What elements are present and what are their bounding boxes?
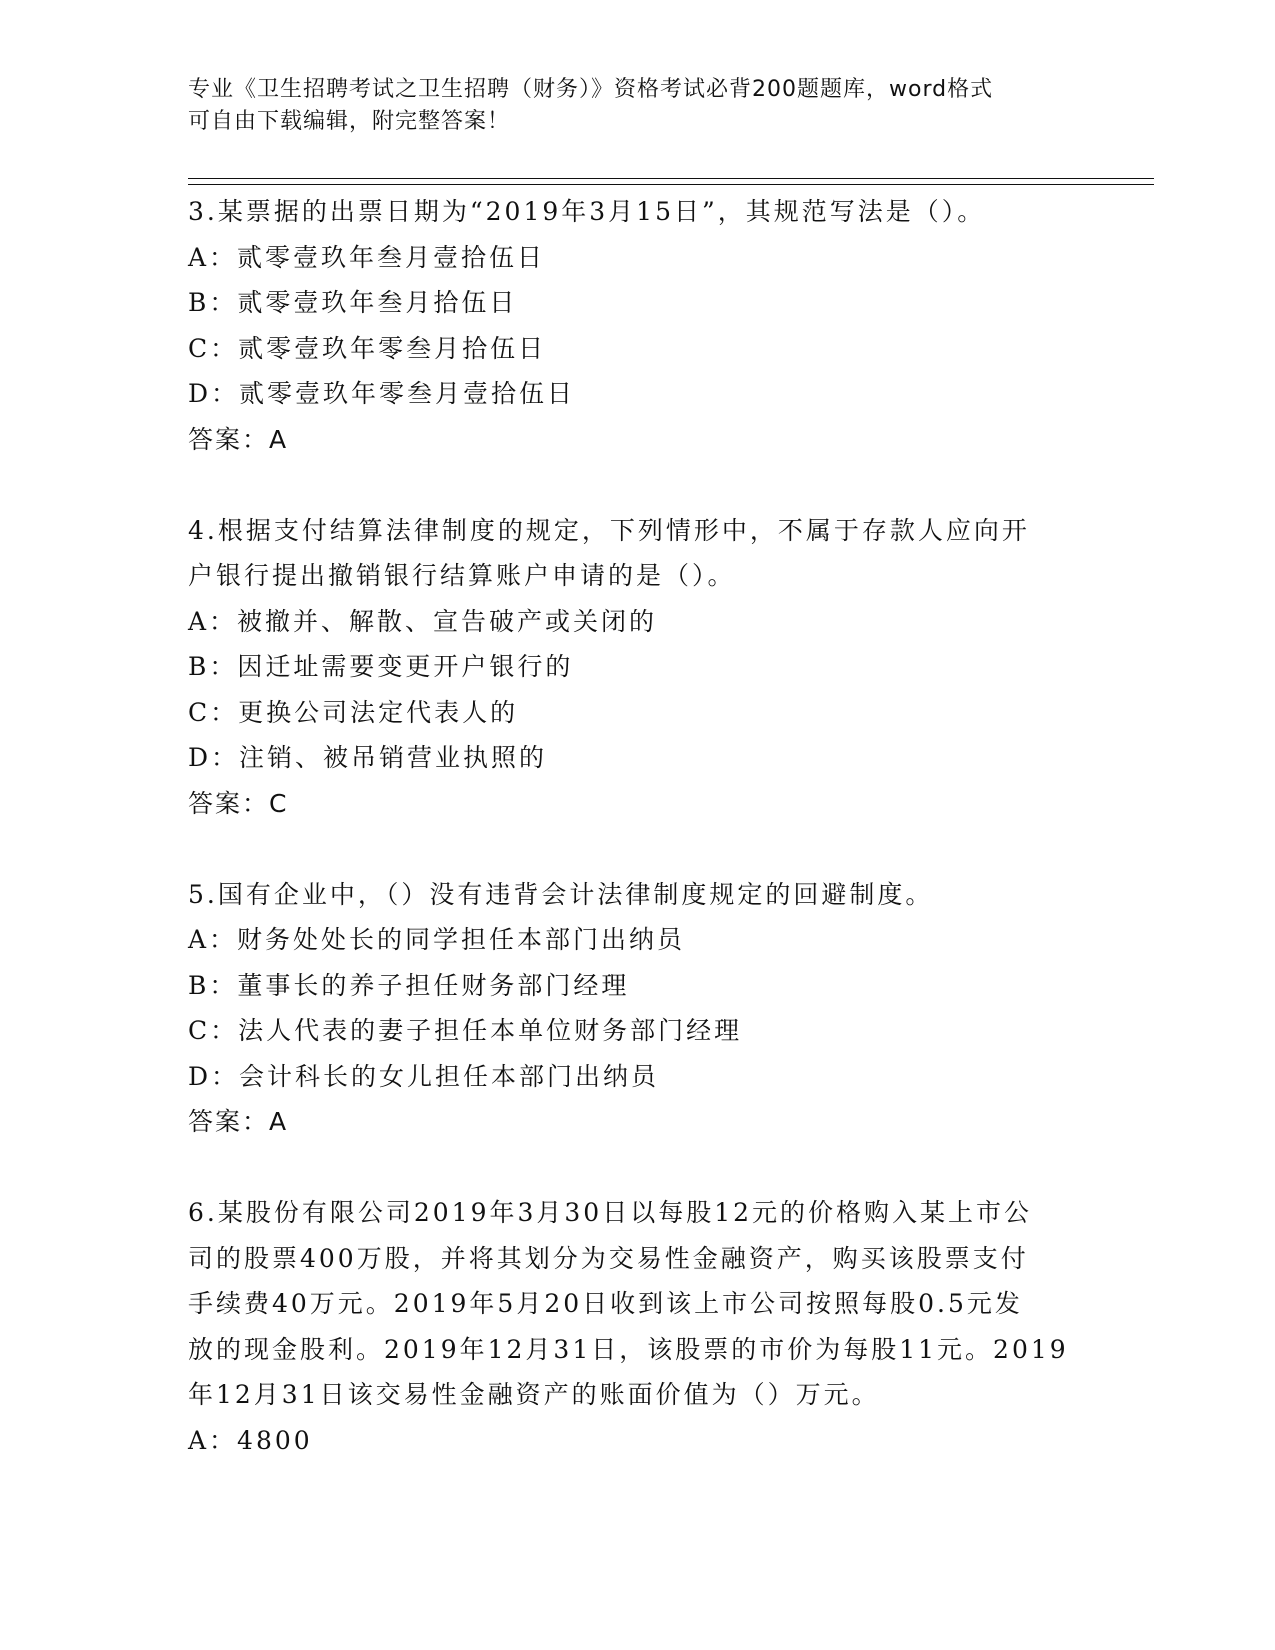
question-item — [188, 872, 1088, 1145]
question-list — [188, 189, 1088, 1463]
answer-label: 答案：A — [188, 1107, 289, 1136]
header-divider — [188, 178, 1154, 179]
option-d: D：贰零壹玖年零叁月壹拾伍日 — [188, 379, 576, 408]
header-line: 可自由下载编辑，附完整答案！ — [188, 109, 511, 134]
document-header — [188, 74, 1068, 138]
option-d: D：会计科长的女儿担任本部门出纳员 — [188, 1061, 660, 1091]
header-line: 专业《卫生招聘考试之卫生招聘（财务）》资格考试必背200题题库，word格式 — [188, 77, 994, 102]
question-stem: 3.某票据的出票日期为“2019年3月15日”，其规范写法是（）。 — [188, 197, 986, 226]
question-stem: 5.国有企业中，（）没有违背会计法律制度规定的回避制度。 — [188, 879, 934, 909]
option-c: C：更换公司法定代表人的 — [188, 697, 519, 727]
answer-label: 答案：C — [188, 788, 289, 818]
option-b: B：贰零壹玖年叁月拾伍日 — [188, 288, 518, 317]
question-stem: 年12月31日该交易性金融资产的账面价值为（）万元。 — [188, 1380, 880, 1409]
question-stem: 司的股票400万股，并将其划分为交易性金融资产，购买该股票支付 — [188, 1243, 1029, 1273]
question-stem: 手续费40万元。2019年5月20日收到该上市公司按照每股0.5元发 — [188, 1289, 1023, 1318]
question-stem: 4.根据支付结算法律制度的规定，下列情形中，不属于存款人应向开 — [188, 515, 1030, 545]
answer-label: 答案：A — [188, 424, 289, 454]
question-stem: 户银行提出撤销银行结算账户申请的是（）。 — [188, 561, 736, 590]
option-a: A：财务处处长的同学担任本部门出纳员 — [188, 925, 686, 954]
option-b: B：因迁址需要变更开户银行的 — [188, 652, 574, 681]
spacer — [188, 462, 1088, 508]
option-a: A：4800 — [188, 1425, 313, 1455]
option-d: D：注销、被吊销营业执照的 — [188, 743, 548, 772]
question-item — [188, 189, 1088, 462]
question-stem: 6.某股份有限公司2019年3月30日以每股12元的价格购入某上市公 — [188, 1198, 1033, 1227]
option-b: B：董事长的养子担任财务部门经理 — [188, 970, 630, 1000]
option-a: A：贰零壹玖年叁月壹拾伍日 — [188, 242, 546, 272]
question-item — [188, 1190, 1088, 1463]
header-divider — [188, 184, 1154, 185]
option-a: A：被撤并、解散、宣告破产或关闭的 — [188, 606, 658, 636]
spacer — [188, 1145, 1088, 1191]
option-c: C：法人代表的妻子担任本单位财务部门经理 — [188, 1016, 743, 1045]
option-c: C：贰零壹玖年零叁月拾伍日 — [188, 333, 547, 363]
question-item — [188, 508, 1088, 827]
question-stem: 放的现金股利。2019年12月31日，该股票的市价为每股11元。2019 — [188, 1334, 1069, 1364]
spacer — [188, 826, 1088, 872]
